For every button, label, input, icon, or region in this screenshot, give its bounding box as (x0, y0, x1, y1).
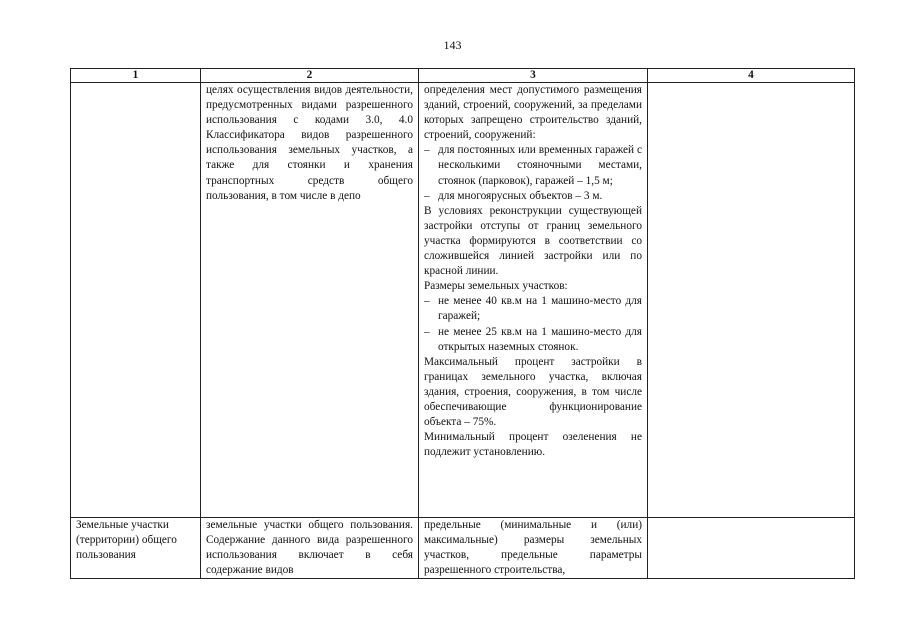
page-number: 143 (443, 38, 462, 52)
header-col-1: 1 (71, 69, 201, 83)
header-col-3: 3 (419, 69, 648, 83)
regulations-table (70, 68, 855, 579)
cell-row1-col1 (71, 83, 201, 518)
list-item: – для многоярусных объектов – 3 м. (424, 189, 642, 204)
dash-marker: – (424, 325, 430, 338)
plot-sizes-heading: Размеры земельных участков: (424, 280, 568, 293)
setback-intro: определения мест допустимого размещения зданий, строений, сооружений, за пределами которых запрещено строительство зданий, строений, сооружений: (424, 84, 642, 142)
header-row (71, 69, 855, 83)
min-greening-paragraph: Минимальный процент озеленения не подлежит установлению. (424, 431, 642, 459)
reconstruction-paragraph: В условиях реконструкции существующей застройки отступы от границ земельного участка формируются в соответствии со сложившейся линией застройки или по красной линии. (424, 204, 642, 278)
cell-row2-col2: земельные участки общего пользования. Содержание данного вида разрешенного использования включает в себя содержание видов (201, 518, 419, 579)
cell-row2-col1: Земельные участки (территории) общего пользования (71, 518, 201, 579)
cell-row1-col2: целях осуществления видов деятельности, предусмотренных видами разрешенного использования с кодами 3.0, 4.0 Классификатора видов разрешенного использования земельных участков, а также для стоянки и хранения транспортных средств общего пользования, в том числе в депо (201, 83, 419, 518)
cell-row2-col3: предельные (минимальные и (или) максимальные) размеры земельных участков, предельные параметры разрешенного строительства, (419, 518, 648, 579)
table-row (71, 83, 855, 518)
dash-marker: – (424, 144, 430, 157)
dash-marker: – (424, 295, 430, 308)
list-item: – не менее 25 кв.м на 1 машино-место для открытых наземных стоянок. (424, 325, 642, 355)
dash-marker: – (424, 189, 430, 202)
list-item: – для постоянных или временных гаражей с несколькими стояночными местами, стоянок (парковок), гаражей – 1,5 м; (424, 143, 642, 188)
list-item: – не менее 40 кв.м на 1 машино-место для гаражей; (424, 294, 642, 324)
table-row (71, 518, 855, 579)
cell-row2-col4 (648, 518, 855, 579)
cell-row1-col3 (419, 83, 648, 518)
max-coverage-paragraph: Максимальный процент застройки в границах земельного участка, включая здания, строения, сооружения, в том числе обеспечивающие функционирование объекта – 75%. (424, 355, 642, 429)
cell-row1-col4 (648, 83, 855, 518)
header-col-4: 4 (648, 69, 855, 83)
header-col-2: 2 (201, 69, 419, 83)
